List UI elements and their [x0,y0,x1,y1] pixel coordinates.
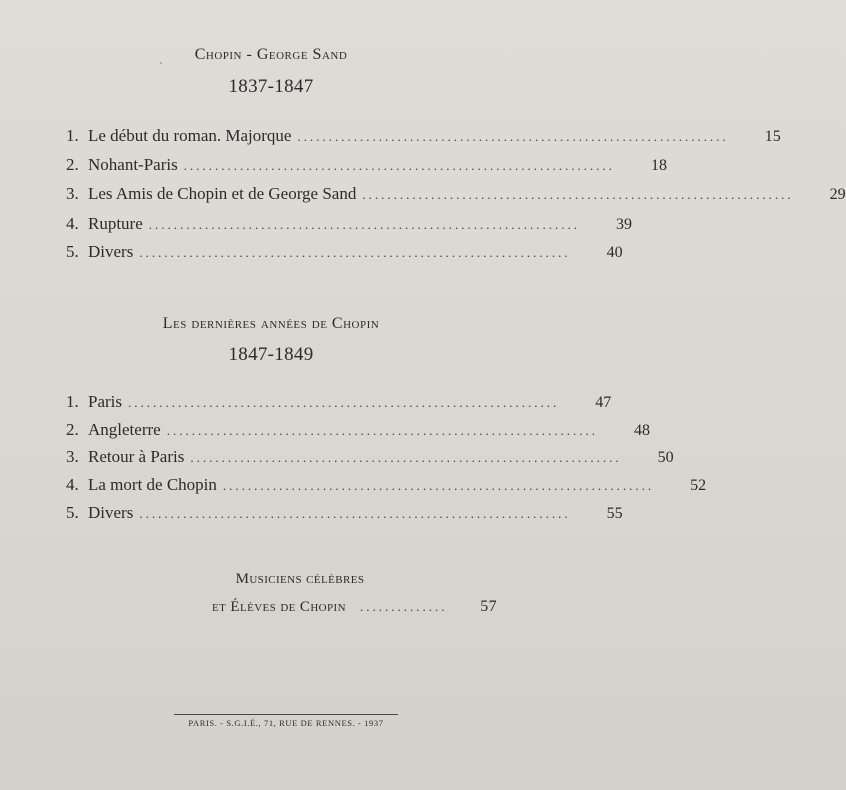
entry-number: 5. [66,242,79,261]
toc-entry [66,242,623,264]
entry-label: Nohant-Paris [88,155,178,174]
entry-label: Divers [88,242,134,261]
entry-label: Le début du roman. Majorque [88,126,292,145]
leader-dots: ..................................................................... [148,217,581,232]
toc-entry [66,184,846,206]
entry-number: 1. [66,126,79,145]
section-title: Chopin - George Sand [194,46,348,63]
entry-label: Retour à Paris [88,447,185,466]
entry-number: 4. [66,475,79,494]
printer-imprint: PARIS. - S.G.I.É., 71, RUE DE RENNES. - 1937 [174,714,398,728]
entry-page: 15 [764,128,781,145]
leader-dots: ..................................................................... [183,158,615,173]
entry-page: 29 [829,186,846,203]
toc-entry [66,503,623,525]
entry-page: 18 [650,157,667,174]
section-title: Musiciens célèbres [235,571,365,587]
entry-page: 40 [606,244,623,261]
leader-dots: ..................................................................... [222,478,655,493]
entry-label: Paris [88,392,122,411]
toc-entry [66,475,707,497]
section-title: Les dernières années de Chopin [162,315,380,332]
entry-label: Divers [88,503,134,522]
entry-page: 55 [606,505,623,522]
entry-number: 2. [66,155,79,174]
entry-number: 3. [66,447,79,466]
entry-number: 5. [66,503,79,522]
leader-dots: ..................................................................... [139,506,571,521]
entry-label: Angleterre [88,420,161,439]
leader-dots: ..................................................................... [190,450,622,465]
toc-entry [66,447,674,469]
leader-dots: ..................................................................... [297,129,729,144]
entry-label: Rupture [88,214,143,233]
entry-number: 1. [66,392,79,411]
leader-dots: ..................................................................... [128,395,560,410]
toc-entry [66,214,633,236]
entry-page: 50 [657,449,674,466]
entry-page: 39 [616,216,633,233]
entry-page: 47 [595,394,612,411]
entry-label: La mort de Chopin [88,475,217,494]
entry-number: 4. [66,214,79,233]
leader-dots: ..................................................................... [166,423,598,438]
leader-dots: .............. [359,599,448,614]
toc-entry [66,420,650,442]
toc-entry [66,155,667,177]
leader-dots: ..................................................................... [139,245,571,260]
toc-entry [66,392,612,414]
entry-label: et Élèves de Chopin [212,599,346,615]
entry-page: 48 [633,422,650,439]
section-years: 1837-1847 [228,76,314,97]
entry-label: Les Amis de Chopin et de George Sand [88,184,357,203]
entry-number: 2. [66,420,79,439]
entry-page: 57 [480,598,497,615]
toc-entry [212,598,497,620]
section-years: 1847-1849 [228,344,314,365]
entry-number: 3. [66,184,79,203]
entry-page: 52 [690,477,707,494]
leader-dots: ..................................................................... [362,187,794,202]
toc-entry [66,126,781,148]
